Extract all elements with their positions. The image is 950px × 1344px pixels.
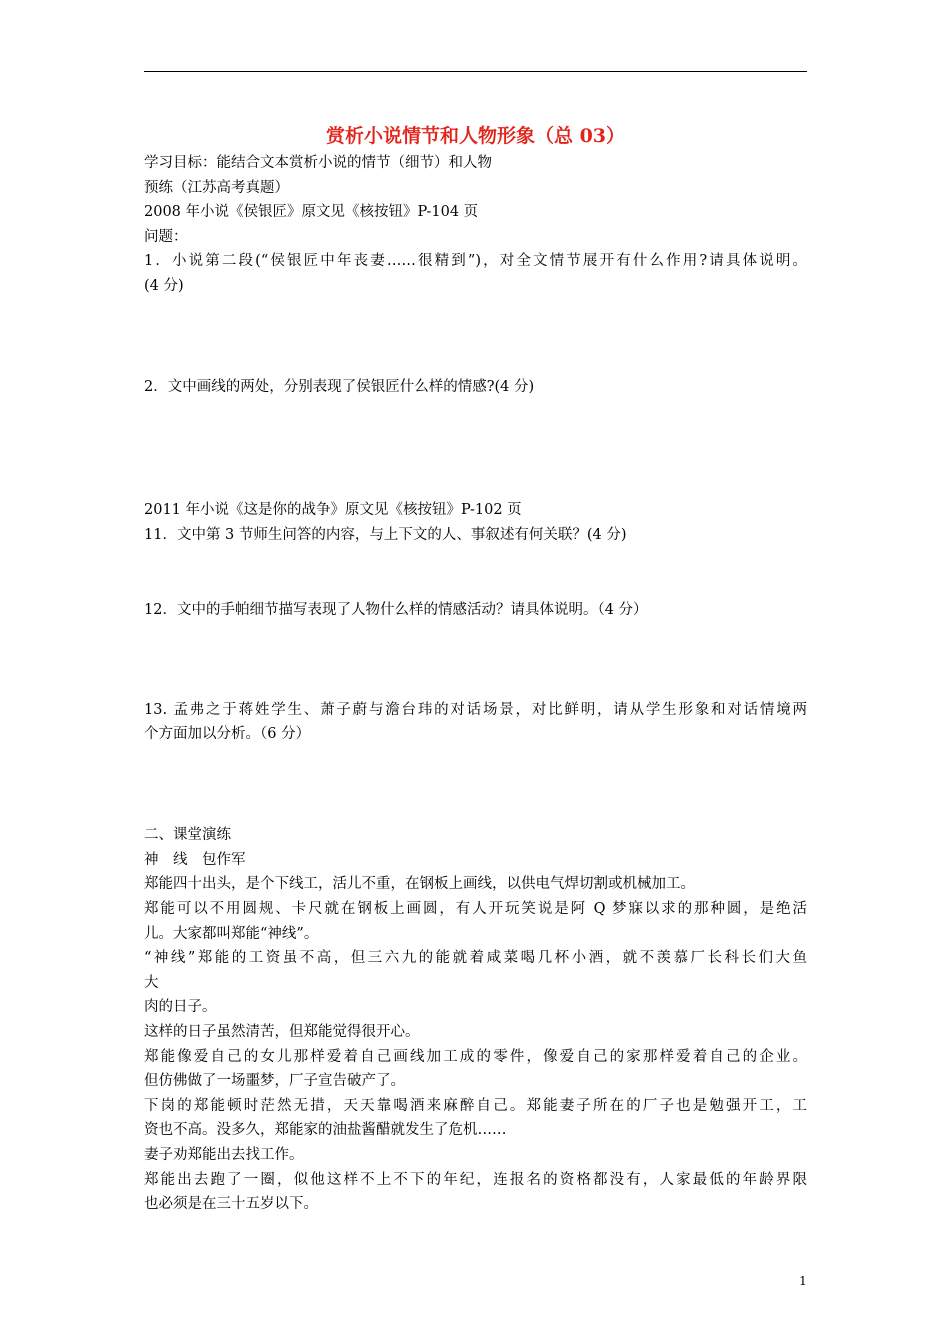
learning-goal: 学习目标：能结合文本赏析小说的情节（细节）和人物	[144, 155, 492, 171]
text-source-2008: 2008 年小说《侯银匠》原文见《核按钮》P-104 页	[144, 204, 479, 220]
section-preview: 预练（江苏高考真题）	[144, 180, 289, 196]
section-classroom-practice: 二、课堂演练	[144, 827, 231, 843]
page-number: 1	[799, 1274, 807, 1288]
question-2: 2．文中画线的两处，分别表现了侯银匠什么样的情感?(4 分)	[144, 379, 535, 395]
story-paragraph: 郑能可以不用圆规、卡尺就在钢板上画圆，有人开玩笑说是阿 Q 梦寐以求的那种圆，是绝活	[144, 901, 807, 917]
story-paragraph: 也必须是在三十五岁以下。	[144, 1196, 318, 1212]
story-paragraph: 郑能像爱自己的女儿那样爱着自己画线加工成的零件，像爱自己的家那样爱着自己的企业。	[144, 1049, 807, 1065]
story-paragraph: 郑能四十出头，是个下线工，活儿不重，在钢板上画线，以供电气焊切割或机械加工。	[144, 876, 695, 892]
story-paragraph: 这样的日子虽然清苦，但郑能觉得很开心。	[144, 1024, 420, 1040]
question-13: 13. 孟弗之于蒋姓学生、萧子蔚与澹台玮的对话场景，对比鲜明，请从学生形象和对话情境两	[144, 702, 807, 718]
story-title-author: 神 线 包作军	[144, 852, 246, 868]
question-1-score: (4 分)	[144, 278, 184, 294]
story-paragraph: 儿。大家都叫郑能“神线”。	[144, 926, 319, 942]
story-paragraph: 资也不高。没多久，郑能家的油盐酱醋就发生了危机……	[144, 1122, 507, 1138]
header-rule	[144, 71, 807, 72]
text-source-2011: 2011 年小说《这是你的战争》原文见《核按钮》P-102 页	[144, 502, 522, 518]
page-title: 赏析小说情节和人物形象（总 03）	[325, 125, 626, 147]
story-paragraph: “神线”郑能的工资虽不高，但三六九的能就着咸菜喝几杯小酒，就不羡慕厂长科长们大鱼	[144, 950, 807, 966]
story-paragraph: 大	[144, 975, 159, 991]
question-1: 1．小说第二段(“侯银匠中年丧妻……很精到”)，对全文情节展开有什么作用?请具体说明。	[144, 253, 807, 269]
question-12: 12．文中的手帕细节描写表现了人物什么样的情感活动？请具体说明。（4 分）	[144, 602, 648, 618]
story-paragraph: 妻子劝郑能出去找工作。	[144, 1147, 304, 1163]
question-13-cont: 个方面加以分析。（6 分）	[144, 726, 311, 742]
questions-label: 问题：	[144, 229, 188, 245]
story-paragraph: 肉的日子。	[144, 999, 217, 1015]
question-11: 11．文中第 3 节师生问答的内容，与上下文的人、事叙述有何关联？(4 分)	[144, 527, 627, 543]
story-paragraph: 但仿佛做了一场噩梦，厂子宣告破产了。	[144, 1073, 405, 1089]
story-paragraph: 郑能出去跑了一圈，似他这样不上不下的年纪，连报名的资格都没有，人家最低的年龄界限	[144, 1172, 807, 1188]
story-paragraph: 下岗的郑能顿时茫然无措，天天靠喝酒来麻醉自己。郑能妻子所在的厂子也是勉强开工，工	[144, 1098, 807, 1114]
